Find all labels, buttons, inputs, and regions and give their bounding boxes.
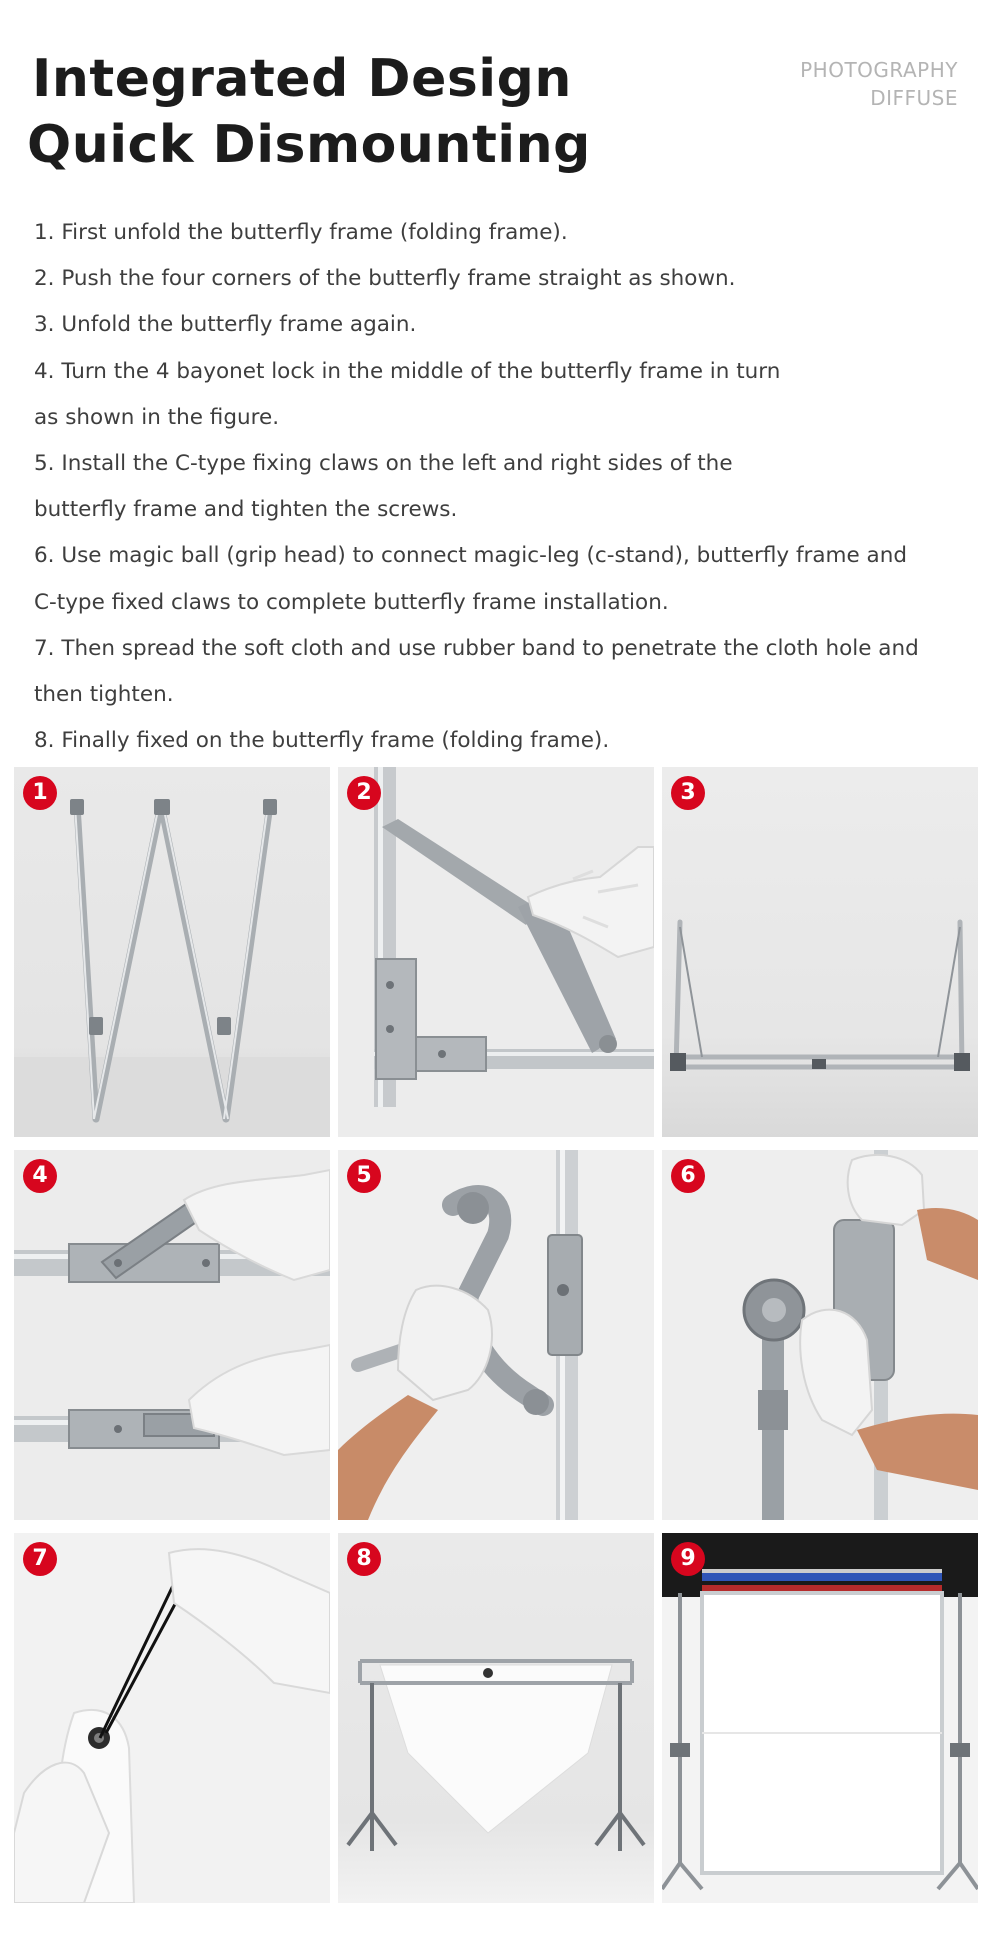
step-photo-9 <box>662 1533 978 1903</box>
step-line: 5. Install the C-type fixing claws on the left and right sides of the <box>34 451 733 477</box>
step-photo-2 <box>338 767 654 1137</box>
brand-line-2: DIFFUSE <box>870 86 958 110</box>
grip-head-illustration <box>662 1150 978 1520</box>
brand-label <box>800 56 958 112</box>
step-line: 6. Use magic ball (grip head) to connect magic-leg (c-stand), butterfly frame and <box>34 543 907 569</box>
step-number-badge: 7 <box>23 1542 57 1576</box>
step-number-badge: 8 <box>347 1542 381 1576</box>
step-number-badge: 3 <box>671 776 705 810</box>
title-line-1: Integrated Design <box>32 49 572 109</box>
step-number-badge: 4 <box>23 1159 57 1193</box>
step-line: 4. Turn the 4 bayonet lock in the middle of the butterfly frame in turn <box>34 358 781 384</box>
corner-hinge-illustration <box>338 767 654 1137</box>
step-photo-3 <box>662 767 978 1137</box>
step-line: 2. Push the four corners of the butterfly frame straight as shown. <box>34 266 736 292</box>
step-photo-7 <box>14 1533 330 1903</box>
brand-line-1: PHOTOGRAPHY <box>800 58 958 82</box>
step-line: 1. First unfold the butterfly frame (folding frame). <box>34 220 568 245</box>
step-photo-8 <box>338 1533 654 1903</box>
step-photo-5 <box>338 1150 654 1520</box>
step-number-badge: 2 <box>347 776 381 810</box>
step-line: C-type fixed claws to complete butterfly frame installation. <box>34 589 669 615</box>
rubber-band-illustration <box>14 1533 330 1903</box>
page-title <box>27 46 591 178</box>
step-line: 3. Unfold the butterfly frame again. <box>34 312 417 338</box>
folded-frame-illustration <box>14 767 330 1137</box>
step-line: butterfly frame and tighten the screws. <box>34 497 458 523</box>
step-photo-4 <box>14 1150 330 1520</box>
bayonet-lock-illustration <box>14 1150 330 1520</box>
step-number-badge: 5 <box>347 1159 381 1193</box>
step-line: then tighten. <box>34 682 174 708</box>
frame-on-stands-illustration <box>338 1533 654 1903</box>
step-photo-6 <box>662 1150 978 1520</box>
step-photo-grid <box>14 767 978 1903</box>
instruction-list <box>34 210 974 764</box>
step-number-badge: 6 <box>671 1159 705 1193</box>
unfolded-frame-illustration <box>662 767 978 1137</box>
step-line: 8. Finally fixed on the butterfly frame (folding frame). <box>34 728 610 754</box>
step-number-badge: 9 <box>671 1542 705 1576</box>
step-line: as shown in the figure. <box>34 404 280 430</box>
c-clamp-illustration <box>338 1150 654 1520</box>
step-line: 7. Then spread the soft cloth and use rubber band to penetrate the cloth hole and <box>34 635 919 661</box>
step-photo-1 <box>14 767 330 1137</box>
step-number-badge: 1 <box>23 776 57 810</box>
title-line-2: Quick Dismounting <box>27 115 591 175</box>
complete-frame-illustration <box>662 1533 978 1903</box>
